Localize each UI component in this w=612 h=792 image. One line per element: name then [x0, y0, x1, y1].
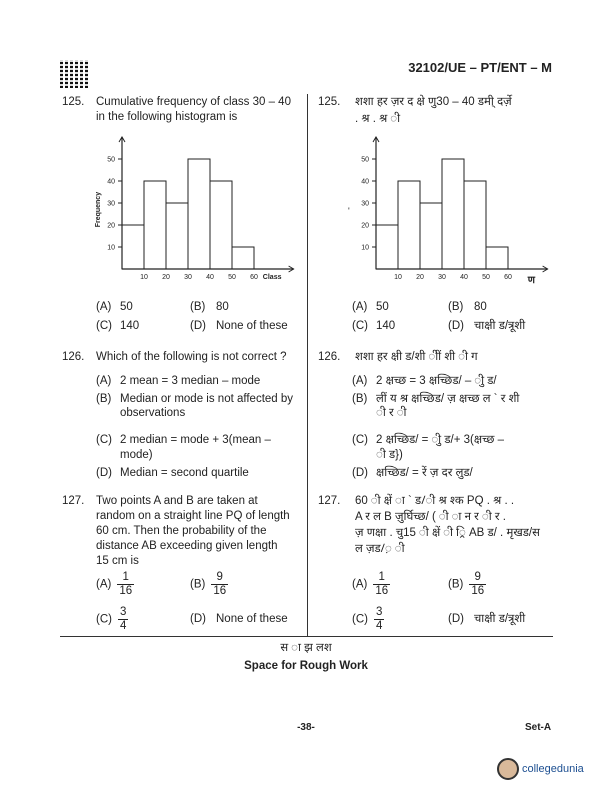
option-a[interactable]: 50 [376, 301, 389, 313]
option-label: (C) [96, 320, 112, 332]
option-a[interactable] [352, 571, 390, 598]
denominator: 16 [471, 585, 485, 597]
y-tick-label: 40 [107, 178, 115, 186]
option-label: (D) [448, 320, 464, 332]
question-number: 127. [62, 495, 85, 507]
question-text-line-hi: . श्र . श्र ी [355, 113, 401, 125]
histogram-bar [420, 203, 442, 269]
option-label: (B) [96, 393, 112, 405]
denominator: 16 [119, 585, 133, 597]
option-label: (C) [96, 434, 112, 446]
fraction [373, 571, 390, 598]
x-axis-label: Class [262, 274, 282, 281]
x-tick-label: 40 [206, 274, 214, 281]
question-text-line-hi: A र ल B ज़ुर्घिच्छ/ ( ी ा न र ी र . [355, 511, 506, 523]
y-tick-label: 30 [361, 200, 369, 208]
numerator: 9 [474, 571, 481, 583]
option-label: (A) [96, 301, 112, 313]
numerator: 3 [119, 606, 127, 618]
option-a[interactable]: 50 [120, 301, 133, 313]
option-label: (A) [96, 375, 112, 387]
histogram-bar [464, 181, 486, 269]
x-tick-label: 60 [504, 274, 512, 281]
histogram-bar [442, 159, 464, 269]
option-a[interactable]: 2 mean = 3 median – mode [120, 375, 261, 387]
brand-name: collegedunia [522, 762, 584, 775]
y-axis-label: Frequency [95, 191, 102, 228]
y-axis-label: ' [348, 206, 350, 216]
option-label: (D) [190, 613, 206, 625]
option-b[interactable]: लीं य श्र क्षच्छिड/ ज़ क्षच्छ ल ` र शी [376, 393, 520, 405]
question-text-hi: शशा हर क्षी ड/शी ीीं शी ी ग [355, 351, 478, 363]
option-d[interactable]: None of these [216, 613, 288, 625]
option-label: (A) [96, 578, 112, 591]
option-d[interactable]: चाक्षी ड/त्रूशी [474, 320, 526, 332]
option-c[interactable]: 140 [120, 320, 140, 332]
question-text-line: 15 cm is [96, 555, 139, 567]
denominator: 4 [375, 620, 383, 632]
option-label: (B) [190, 301, 206, 313]
option-d[interactable]: चाक्षी ड/त्रूशी [474, 613, 526, 625]
option-label: (D) [190, 320, 206, 332]
option-c-cont[interactable]: ी ड}) [376, 449, 403, 461]
x-tick-label: 40 [460, 274, 468, 281]
question-text-line-hi: 60 ी क्षें ा ` ड/ी श्र श्क PQ . श्र . . [355, 495, 515, 507]
page-number: -38- [297, 722, 315, 733]
question-text-line: random on a straight line PQ of length [96, 510, 290, 522]
option-a[interactable]: 2 क्षच्छ = 3 क्षच्छिड/ – ीु ड/ [376, 375, 497, 387]
question-number: 127. [318, 495, 341, 507]
question-text-line: Two points A and B are taken at [96, 495, 258, 507]
question-text-line: 60 cm. Then the probability of the [96, 525, 267, 537]
y-tick-label: 30 [107, 200, 115, 208]
set-label: Set-A [525, 722, 552, 733]
x-tick-label: 30 [438, 274, 446, 281]
question-text-line: in the following histogram is [96, 111, 238, 123]
option-label: (C) [96, 613, 112, 626]
option-label: (C) [352, 613, 368, 626]
x-tick-label: 50 [482, 274, 490, 281]
x-tick-label: 50 [228, 274, 236, 281]
y-tick-label: 40 [361, 178, 369, 186]
denominator: 16 [375, 585, 389, 597]
option-d[interactable]: Median = second quartile [120, 467, 249, 479]
numerator: 1 [122, 571, 129, 583]
x-tick-label: 10 [394, 274, 402, 281]
mascot-icon [497, 758, 519, 780]
histogram-bar [398, 181, 420, 269]
option-b-cont[interactable]: ी र ी [376, 407, 407, 419]
question-number: 125. [318, 96, 341, 108]
x-tick-label: 30 [184, 274, 192, 281]
y-tick-label: 50 [361, 156, 369, 164]
x-tick-label: 20 [162, 274, 170, 281]
option-label: (C) [352, 320, 368, 332]
question-number: 125. [62, 96, 85, 108]
rough-work-divider [60, 636, 553, 637]
y-tick-label: 10 [107, 244, 115, 252]
option-c[interactable] [352, 606, 384, 633]
option-label: (B) [448, 578, 464, 591]
histogram-bar [376, 225, 398, 269]
question-number: 126. [318, 351, 341, 363]
option-label: (D) [352, 467, 368, 479]
option-c[interactable]: 2 क्षच्छिड/ = ीु ड/+ 3(क्षच्छ – [376, 434, 504, 446]
y-tick-label: 10 [361, 244, 369, 252]
option-d[interactable]: None of these [216, 320, 288, 332]
y-tick-label: 20 [361, 222, 369, 230]
x-tick-label: 10 [140, 274, 148, 281]
question-number: 126. [62, 351, 85, 363]
numerator: 3 [375, 606, 383, 618]
denominator: 16 [213, 585, 227, 597]
option-label: (D) [448, 613, 464, 625]
option-c-cont[interactable]: mode) [120, 449, 153, 461]
option-c[interactable]: 140 [376, 320, 396, 332]
option-b[interactable]: 80 [474, 301, 487, 313]
histogram-bar [486, 247, 508, 269]
option-b[interactable]: 80 [216, 301, 229, 313]
question-text-line-hi: शशा हर ज़र द क्षे णु30 – 40 डमी् दर्ज़े [355, 96, 512, 108]
rough-work-label-hi: स ा झ लश [280, 642, 332, 654]
numerator: 1 [378, 571, 385, 583]
collegedunia-logo [497, 758, 584, 780]
option-b[interactable]: Median or mode is not affected by [120, 393, 294, 405]
option-b[interactable] [448, 571, 486, 598]
option-label: (C) [352, 434, 368, 446]
question-text-line-hi: ल ज़ड/़ ी [355, 543, 405, 555]
option-label: (B) [448, 301, 464, 313]
denominator: 4 [119, 620, 127, 632]
x-axis-label: ण [527, 275, 536, 286]
option-b-cont[interactable]: observations [120, 407, 186, 419]
y-tick-label: 50 [107, 156, 115, 164]
option-label: (A) [352, 578, 368, 591]
option-label: (A) [352, 375, 368, 387]
option-c[interactable]: 2 median = mode + 3(mean – [120, 434, 271, 446]
option-label: (A) [352, 301, 368, 313]
question-text: Which of the following is not correct ? [96, 351, 287, 363]
x-tick-label: 20 [416, 274, 424, 281]
option-label: (D) [96, 467, 112, 479]
rough-work-label: Space for Rough Work [244, 660, 368, 672]
option-label: (B) [352, 393, 368, 405]
question-text-line: Cumulative frequency of class 30 – 40 [96, 96, 291, 108]
fraction [374, 606, 384, 633]
fraction [469, 571, 486, 598]
paper-code: 32102/UE – PT/ENT – M [408, 60, 552, 75]
question-text-line-hi: ज़ णक्षा . चु15 ी क्षें ी ्रि AB ड/ . मृखड/स [355, 527, 540, 539]
question-text-line: distance AB exceeding given length [96, 540, 278, 552]
x-tick-label: 60 [250, 274, 258, 281]
numerator: 9 [216, 571, 223, 583]
option-label: (B) [190, 578, 206, 591]
y-tick-label: 20 [107, 222, 115, 230]
option-d[interactable]: क्षच्छिड/ = रें ज़ दर लुड/ [376, 467, 473, 479]
